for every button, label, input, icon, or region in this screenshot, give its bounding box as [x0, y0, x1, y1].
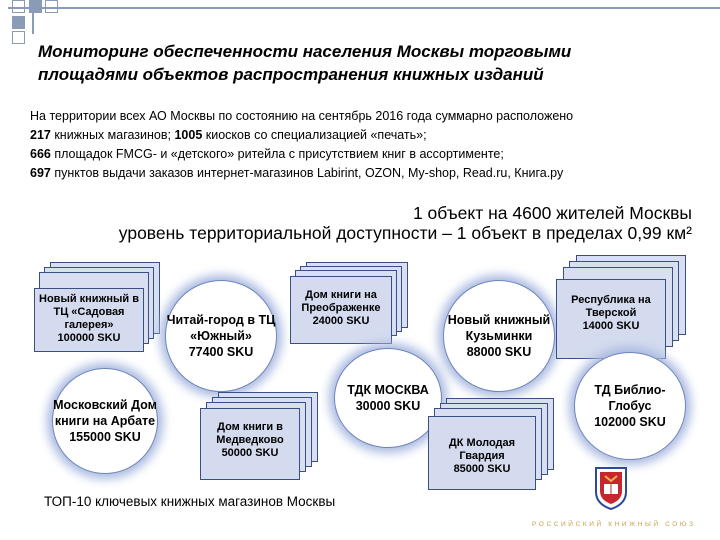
- corner-square: [12, 31, 25, 44]
- store-sku: 24000 SKU: [312, 315, 370, 327]
- store-circle: [574, 352, 686, 460]
- store-name: ТДК МОСКВА: [347, 383, 429, 397]
- store-circle: [165, 280, 277, 392]
- title-rule: [32, 8, 34, 34]
- union-caption: РОССИЙСКИЙ КНИЖНЫЙ СОЮЗ: [532, 521, 696, 528]
- headline-line: 1 объект на 4600 жителей Москвы: [412, 203, 692, 223]
- store-sku: 155000 SKU: [69, 430, 141, 444]
- store-name: ДК Молодая Гвардия: [448, 437, 516, 462]
- headline-line: уровень территориальной доступности – 1 объект в пределах 0,99 км²: [118, 223, 692, 243]
- intro-line: 217 книжных магазинов; 1005 киосков со специализацией «печать»;: [30, 128, 427, 142]
- store-name: Дом книги на Преображенке: [301, 289, 381, 314]
- corner-square: [12, 16, 25, 29]
- store-sku: 100000 SKU: [57, 332, 121, 344]
- title-line: Мониторинг обеспеченности населения Москвы торговыми: [38, 42, 572, 61]
- store-sku: 85000 SKU: [453, 463, 511, 475]
- store-document: [290, 262, 408, 346]
- footer-caption: ТОП-10 ключевых книжных магазинов Москвы: [44, 494, 336, 509]
- title-line: площадями объектов распространения книжных изданий: [38, 65, 544, 84]
- store-sku: 77400 SKU: [188, 345, 254, 359]
- store-document: [200, 392, 318, 482]
- intro-line: 697 пунктов выдачи заказов интернет-магазинов Labirint, OZON, My-shop, Read.ru, Книга.ру: [30, 166, 564, 180]
- page-title: [38, 40, 698, 86]
- store-name: Московский Дом книги на Арбате: [53, 398, 157, 428]
- store-circle: [52, 368, 158, 474]
- title-rule: [8, 7, 720, 9]
- store-name: Новый книжный Кузьминки: [447, 313, 551, 343]
- store-name: Дом книги в Медведково: [216, 421, 284, 446]
- store-document: [428, 398, 556, 492]
- store-sku: 102000 SKU: [594, 415, 666, 429]
- store-sku: 50000 SKU: [221, 447, 279, 459]
- store-name: Республика на Тверской: [571, 294, 651, 319]
- store-circle: [334, 348, 442, 448]
- store-document: [34, 262, 162, 354]
- union-emblem-icon: [594, 466, 628, 510]
- store-sku: 30000 SKU: [355, 399, 421, 413]
- availability-headline: [0, 203, 692, 243]
- store-sku: 88000 SKU: [466, 345, 532, 359]
- intro-line: На территории всех АО Москвы по состоянию на сентябрь 2016 года суммарно расположено: [30, 109, 574, 123]
- store-name: Читай-город в ТЦ «Южный»: [166, 313, 276, 343]
- store-circle: [443, 280, 555, 392]
- intro-text: [30, 107, 710, 183]
- intro-line: 666 площадок FMCG- и «детского» ритейла с присутствием книг в ассортименте;: [30, 147, 504, 161]
- store-sku: 14000 SKU: [582, 320, 640, 332]
- store-name: ТД Библио-Глобус: [594, 383, 666, 413]
- store-name: Новый книжный в ТЦ «Садовая галерея»: [39, 293, 139, 331]
- store-document: [556, 255, 686, 361]
